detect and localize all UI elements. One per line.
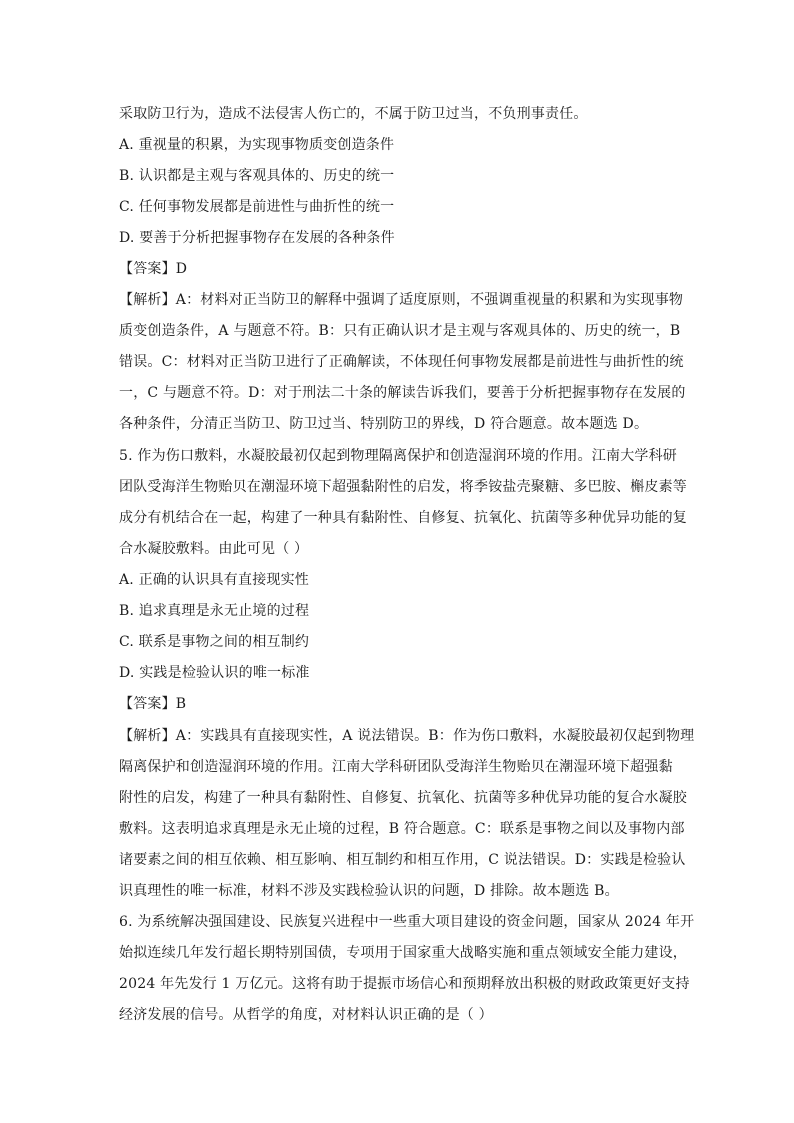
analysis-line: 隔离保护和创造湿润环境的作用。江南大学科研团队受海洋生物贻贝在潮湿环境下超强黏 (119, 759, 673, 775)
option-d: D. 实践是检验认识的唯一标准 (119, 665, 310, 681)
answer-label: 【答案】D (119, 261, 188, 277)
option-a: A. 重视量的积累，为实现事物质变创造条件 (119, 137, 395, 153)
question-line: 成分有机结合在一起，构建了一种具有黏附性、自修复、抗氧化、抗菌等多种优异功能的复 (119, 510, 687, 526)
analysis-line: 附性的启发，构建了一种具有黏附性、自修复、抗氧化、抗菌等多种优异功能的复合水凝胶 (119, 790, 687, 806)
analysis-line: 诸要素之间的相互依赖、相互影响、相互制约和相互作用，C 说法错误。D：实践是检验认 (119, 852, 686, 868)
analysis-line: 敷料。这表明追求真理是永无止境的过程，B 符合题意。C：联系是事物之间以及事物内部 (119, 821, 685, 837)
analysis-line: 一，C 与题意不符。D：对于刑法二十条的解读告诉我们，要善于分析把握事物存在发展的 (119, 385, 686, 401)
question-line: 经济发展的信号。从哲学的角度，对材料认识正确的是（ ） (119, 1007, 493, 1023)
option-b: B. 追求真理是永无止境的过程 (119, 603, 310, 619)
option-d: D. 要善于分析把握事物存在发展的各种条件 (119, 230, 395, 246)
analysis-line: 识真理性的唯一标准，材料不涉及实践检验认识的问题，D 排除。故本题选 B。 (119, 883, 619, 899)
option-a: A. 正确的认识具有直接现实性 (119, 572, 310, 588)
question-line: 团队受海洋生物贻贝在潮湿环境下超强黏附性的启发，将季铵盐壳聚糖、多巴胺、槲皮素等 (119, 479, 687, 495)
analysis-line: 【解析】A：实践具有直接现实性，A 说法错误。B：作为伤口敷料，水凝胶最初仅起到物理 (119, 728, 695, 744)
analysis-line: 各种条件，分清正当防卫、防卫过当、特别防卫的界线，D 符合题意。故本题选 D。 (119, 416, 649, 432)
answer-label: 【答案】B (119, 696, 187, 712)
question-line: 2024 年先发行 1 万亿元。这将有助于提振市场信心和预期释放出积极的财政政策更好支持 (119, 976, 690, 992)
option-b: B. 认识都是主观与客观具体的、历史的统一 (119, 168, 395, 184)
analysis-line: 【解析】A：材料对正当防卫的解释中强调了适度原则，不强调重视量的积累和为实现事物 (119, 292, 684, 308)
question-line: 始拟连续几年发行超长期特别国债，专项用于国家重大战略实施和重点领域安全能力建设， (119, 945, 687, 961)
analysis-line: 质变创造条件，A 与题意不符。B：只有正确认识才是主观与客观具体的、历史的统一，B (119, 323, 681, 339)
analysis-line: 错误。C：材料对正当防卫进行了正确解读，不体现任何事物发展都是前进性与曲折性的统 (119, 354, 684, 370)
option-c: C. 任何事物发展都是前进性与曲折性的统一 (119, 199, 395, 215)
option-c: C. 联系是事物之间的相互制约 (119, 634, 310, 650)
text-line: 采取防卫行为，造成不法侵害人伤亡的，不属于防卫过当，不负刑事责任。 (119, 106, 588, 122)
question-line: 5. 作为伤口敷料，水凝胶最初仅起到物理隔离保护和创造湿润环境的作用。江南大学科研 (119, 448, 678, 464)
question-line: 合水凝胶敷料。由此可见（ ） (119, 541, 309, 557)
question-line: 6. 为系统解决强国建设、民族复兴进程中一些重大项目建设的资金问题，国家从 2024 年开 (119, 914, 695, 930)
